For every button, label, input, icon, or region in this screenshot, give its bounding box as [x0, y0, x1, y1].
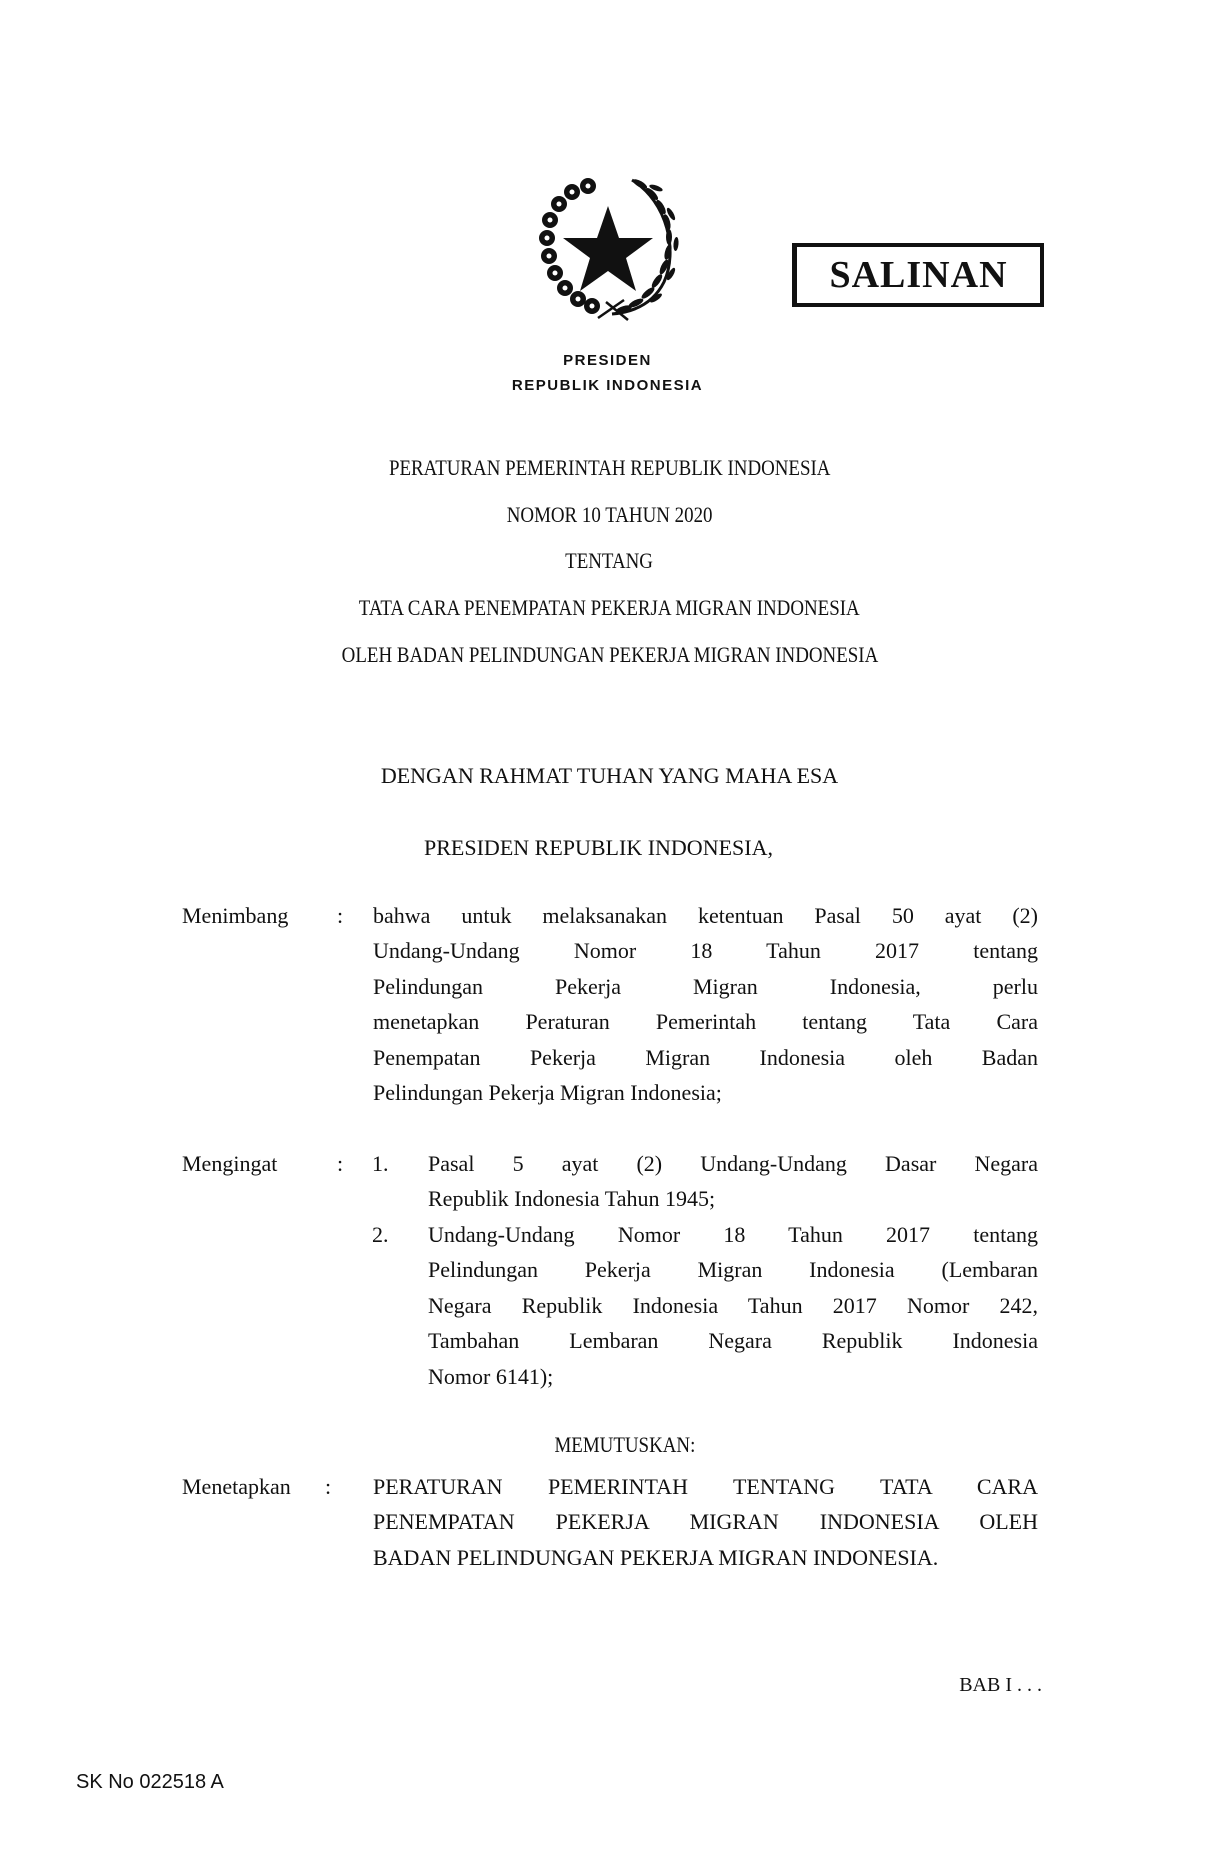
menimbang-line: bahwa untuk melaksanakan ketentuan Pasal 50 ayat (2): [373, 903, 1038, 928]
regulation-number: NOMOR 10 TAHUN 2020: [506, 502, 713, 527]
decision-heading: [15, 1432, 1219, 1458]
document-code: SK No 022518 A: [76, 1771, 224, 1793]
title-line-4: [0, 595, 1219, 621]
mengingat-line: Pelindungan Pekerja Migran Indonesia (Lembaran: [428, 1257, 1038, 1282]
menimbang-line: Pelindungan Pekerja Migran Indonesia;: [373, 1080, 722, 1105]
invocation: [0, 763, 1219, 789]
emblem-caption-republic: REPUBLIK INDONESIA: [511, 377, 704, 394]
menimbang-colon: :: [337, 903, 344, 928]
title-subject-2: OLEH BADAN PELINDUNGAN PEKERJA MIGRAN INDONESIA: [341, 642, 878, 667]
continuation-marker: BAB I . . .: [959, 1674, 1042, 1696]
menimbang-line: Pelindungan Pekerja Migran Indonesia, perlu: [373, 974, 1038, 999]
menimbang-line: Penempatan Pekerja Migran Indonesia oleh Badan: [373, 1045, 1038, 1070]
authority-text: PRESIDEN REPUBLIK INDONESIA,: [424, 835, 773, 860]
mengingat-line: Pasal 5 ayat (2) Undang-Undang Dasar Negara: [428, 1151, 1038, 1176]
menimbang-line: Undang-Undang Nomor 18 Tahun 2017 tentang: [373, 938, 1038, 963]
title-subject-1: TATA CARA PENEMPATAN PEKERJA MIGRAN INDONESIA: [359, 595, 860, 620]
mengingat-line: Negara Republik Indonesia Tahun 2017 Nomor 242,: [428, 1293, 1038, 1318]
menetapkan-line: PERATURAN PEMERINTAH TENTANG TATA CARA: [373, 1474, 1038, 1499]
mengingat-label: Mengingat: [182, 1151, 278, 1176]
mengingat-line: Republik Indonesia Tahun 1945;: [428, 1186, 716, 1211]
title-line-1: [0, 455, 1219, 481]
title-line-2: [0, 502, 1219, 528]
menetapkan-line: PENEMPATAN PEKERJA MIGRAN INDONESIA OLEH: [373, 1509, 1038, 1534]
title-line-3: [0, 548, 1219, 574]
menetapkan-line: BADAN PELINDUNGAN PEKERJA MIGRAN INDONESIA.: [373, 1545, 939, 1570]
mengingat-line: Undang-Undang Nomor 18 Tahun 2017 tentang: [428, 1222, 1038, 1247]
title-text: PERATURAN PEMERINTAH REPUBLIK INDONESIA: [388, 455, 831, 480]
mengingat-line: Nomor 6141);: [428, 1364, 554, 1389]
item-number: 1.: [372, 1151, 389, 1176]
item-number: 2.: [372, 1222, 389, 1247]
authority: [0, 835, 1208, 861]
emblem-caption-president: PRESIDEN: [563, 352, 652, 369]
title-line-5: [0, 642, 1219, 668]
salinan-label: SALINAN: [829, 254, 1008, 296]
mengingat-line: Tambahan Lembaran Negara Republik Indonesia: [428, 1328, 1038, 1353]
presidential-emblem-icon: [528, 172, 688, 332]
menetapkan-label: Menetapkan: [182, 1474, 291, 1499]
salinan-stamp: [792, 243, 1044, 307]
mengingat-colon: :: [337, 1151, 344, 1176]
menimbang-line: menetapkan Peraturan Pemerintah tentang Tata Cara: [373, 1009, 1038, 1034]
decision-heading-text: MEMUTUSKAN:: [554, 1432, 695, 1457]
menimbang-label: Menimbang: [182, 903, 289, 928]
invocation-text: DENGAN RAHMAT TUHAN YANG MAHA ESA: [380, 763, 839, 788]
title-about: TENTANG: [565, 548, 654, 573]
menetapkan-colon: :: [325, 1474, 332, 1499]
